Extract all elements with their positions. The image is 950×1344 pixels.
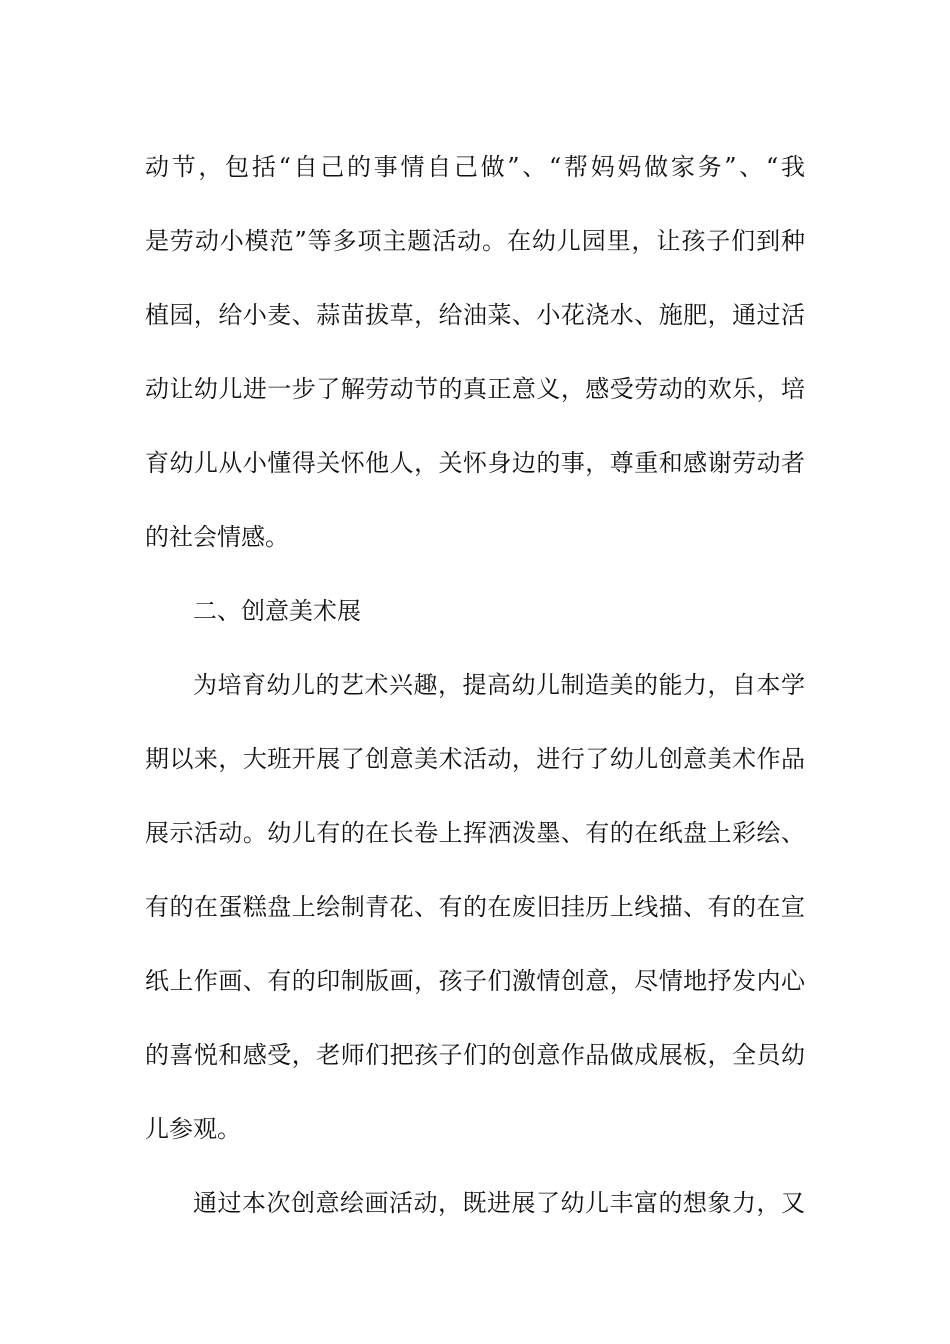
document-body: [145, 130, 805, 1240]
text-line: 的社会情感。: [145, 523, 289, 551]
text-line: 有的在蛋糕盘上绘制青花、有的在废旧挂历上线描、有的在宣: [145, 893, 805, 921]
text-line: 动让幼儿进一步了解劳动节的真正意义，感受劳动的欢乐，培: [145, 375, 805, 403]
text-line: 动节，包括“自己的事情自己做”、“帮妈妈做家务”、“我: [145, 153, 805, 181]
text-line: 的喜悦和感受，老师们把孩子们的创意作品做成展板，全员幼: [145, 1041, 805, 1069]
text-line: 通过本次创意绘画活动，既进展了幼儿丰富的想象力，又: [193, 1189, 805, 1217]
text-line: 是劳动小模范”等多项主题活动。在幼儿园里，让孩子们到种: [145, 227, 805, 255]
text-line: 纸上作画、有的印制版画，孩子们激情创意，尽情地抒发内心: [145, 967, 805, 995]
text-line: 植园，给小麦、蒜苗拔草，给油菜、小花浇水、施肥，通过活: [145, 301, 805, 329]
text-line: 儿参观。: [145, 1115, 241, 1143]
text-line: 期以来，大班开展了创意美术活动，进行了幼儿创意美术作品: [145, 745, 805, 773]
text-line: 二、创意美术展: [193, 597, 361, 625]
text-line: 展示活动。幼儿有的在长卷上挥洒泼墨、有的在纸盘上彩绘、: [145, 819, 805, 847]
text-line: 育幼儿从小懂得关怀他人，关怀身边的事，尊重和感谢劳动者: [145, 449, 805, 477]
text-line: 为培育幼儿的艺术兴趣，提高幼儿制造美的能力，自本学: [193, 671, 805, 699]
